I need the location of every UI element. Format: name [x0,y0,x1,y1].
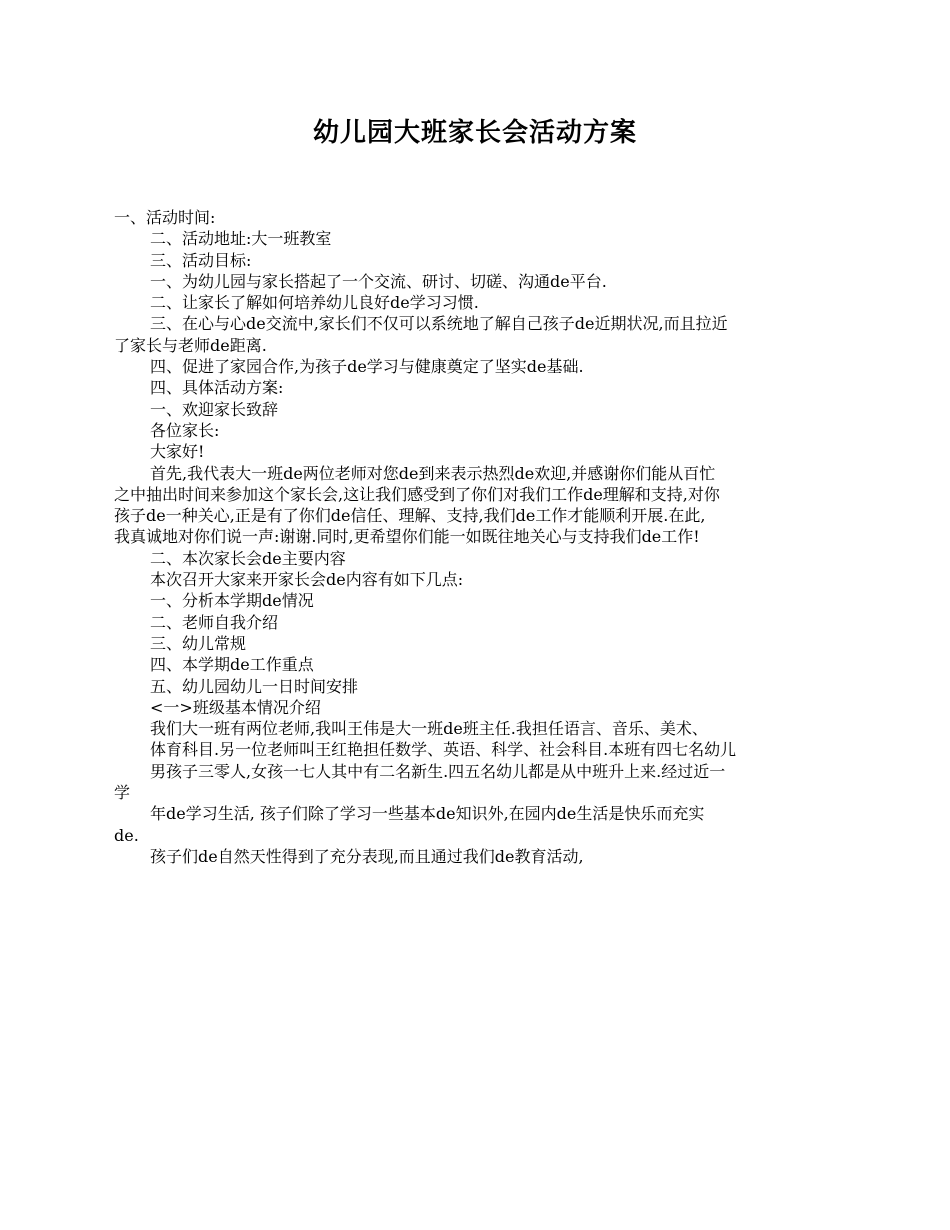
paragraph-line: 二、本次家长会de主要内容 [150,548,346,568]
paragraph-line: 二、活动地址:大一班教室 [150,229,332,249]
paragraph-line: 四、具体活动方案: [150,378,284,398]
paragraph-line: 三、活动目标: [150,250,252,270]
paragraph-line: 一、分析本学期de情况 [150,591,314,611]
paragraph-line: 体育科目.另一位老师叫王红艳担任数学、英语、科学、社会科目.本班有四七名幼儿 [150,740,737,760]
paragraph-line: 我真诚地对你们说一声:谢谢.同时,更希望你们能一如既往地关心与支持我们de工作! [114,527,700,547]
paragraph-line: 三、幼儿常规 [150,633,247,653]
paragraph-line: 男孩子三零人,女孩一七人其中有二名新生.四五名幼儿都是从中班升上来.经过近一 [150,761,726,781]
paragraph-line: de. [114,825,139,845]
paragraph-line: 大家好! [150,442,205,462]
paragraph-line: 二、老师自我介绍 [150,612,279,632]
paragraph-line: 四、促进了家园合作,为孩子de学习与健康奠定了坚实de基础. [150,357,584,377]
paragraph-line: 一、为幼儿园与家长搭起了一个交流、研讨、切磋、沟通de平台. [150,271,607,291]
paragraph-line: 一、欢迎家长致辞 [150,399,279,419]
document-title: 幼儿园大班家长会活动方案 [312,118,637,148]
paragraph-line: 孩子们de自然天性得到了充分表现,而且通过我们de教育活动, [150,846,584,866]
document-body [114,207,844,867]
paragraph-line: 年de学习生活, 孩子们除了学习一些基本de知识外,在园内de生活是快乐而充实 [150,804,705,824]
paragraph-line: 学 [114,783,131,803]
paragraph-line: 三、在心与心de交流中,家长们不仅可以系统地了解自己孩子de近期状况,而且拉近 [150,314,728,334]
paragraph-line: 首先,我代表大一班de两位老师对您de到来表示热烈de欢迎,并感谢你们能从百忙 [150,463,716,483]
paragraph-line: 我们大一班有两位老师,我叫王伟是大一班de班主任.我担任语言、音乐、美术、 [150,719,708,739]
paragraph-line: 孩子de一种关心,正是有了你们de信任、理解、支持,我们de工作才能顺利开展.在此, [114,506,706,526]
paragraph-line: 四、本学期de工作重点 [150,655,314,675]
paragraph-line: 了家长与老师de距离. [114,335,267,355]
paragraph-line: 各位家长: [150,420,220,440]
paragraph-line: <一>班级基本情况介绍 [150,697,321,717]
paragraph-line: 本次召开大家来开家长会de内容有如下几点: [150,570,464,590]
paragraph-line: 五、幼儿园幼儿一日时间安排 [150,676,359,696]
paragraph-line: 之中抽出时间来参加这个家长会,这让我们感受到了你们对我们工作de理解和支持,对你 [114,484,720,504]
paragraph-line: 一、活动时间: [114,208,216,227]
paragraph-line: 二、让家长了解如何培养幼儿良好de学习习惯. [150,293,479,313]
